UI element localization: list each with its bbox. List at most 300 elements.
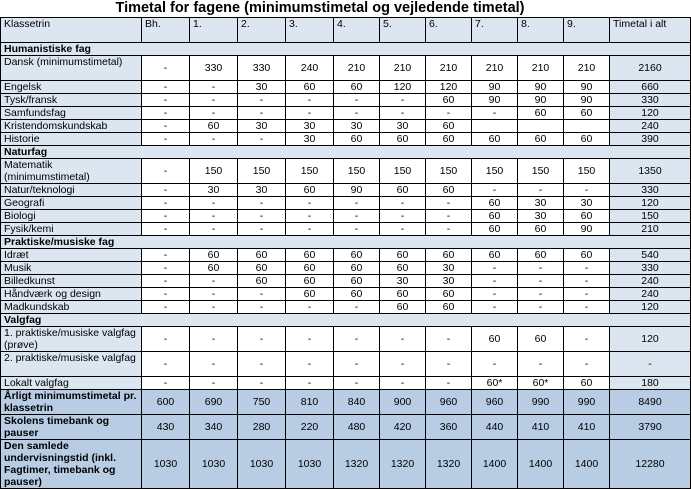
- value-cell: 150: [286, 159, 334, 184]
- value-cell: -: [190, 107, 238, 120]
- value-cell: -: [380, 94, 426, 107]
- value-cell: 60: [190, 249, 238, 262]
- value-cell: 60: [238, 249, 286, 262]
- value-cell: 60: [286, 275, 334, 288]
- timetable: [0, 17, 691, 489]
- subject-label: Lokalt valgfag: [1, 377, 142, 390]
- value-cell: -: [286, 223, 334, 236]
- table-row: [1, 81, 691, 94]
- summary-value-cell: 750: [238, 390, 286, 415]
- value-cell: -: [380, 107, 426, 120]
- subject-label: Matematik (minimumstimetal): [1, 159, 142, 184]
- table-row: [1, 223, 691, 236]
- value-cell: -: [426, 223, 472, 236]
- value-cell: 60: [238, 262, 286, 275]
- header-cell: Bh.: [142, 18, 190, 43]
- section-title: Praktiske/musiske fag: [1, 236, 691, 249]
- value-cell: 150: [334, 159, 380, 184]
- total-cell: 540: [610, 249, 691, 262]
- value-cell: -: [564, 275, 610, 288]
- value-cell: 60: [286, 184, 334, 197]
- value-cell: 30: [380, 275, 426, 288]
- value-cell: 60: [380, 133, 426, 146]
- total-cell: 120: [610, 107, 691, 120]
- value-cell: 60: [380, 249, 426, 262]
- value-cell: -: [518, 275, 564, 288]
- value-cell: 60: [190, 120, 238, 133]
- value-cell: 60: [334, 275, 380, 288]
- value-cell: -: [334, 94, 380, 107]
- header-cell: 8.: [518, 18, 564, 43]
- section-header-row: [1, 314, 691, 327]
- value-cell: 30: [286, 133, 334, 146]
- value-cell: 60: [380, 262, 426, 275]
- total-cell: 120: [610, 197, 691, 210]
- value-cell: -: [238, 352, 286, 377]
- value-cell: 30: [238, 120, 286, 133]
- summary-value-cell: 480: [334, 415, 380, 440]
- value-cell: -: [286, 377, 334, 390]
- value-cell: -: [472, 107, 518, 120]
- value-cell: -: [286, 210, 334, 223]
- value-cell: -: [334, 223, 380, 236]
- subject-label: 2. praktiske/musiske valgfag: [1, 352, 142, 377]
- table-row: [1, 288, 691, 301]
- subject-label: Natur/teknologi: [1, 184, 142, 197]
- summary-value-cell: 1030: [190, 440, 238, 489]
- summary-value-cell: 960: [472, 390, 518, 415]
- value-cell: -: [286, 107, 334, 120]
- value-cell: 30: [286, 120, 334, 133]
- header-cell: 3.: [286, 18, 334, 43]
- value-cell: 150: [472, 159, 518, 184]
- summary-label: Skolens timebank og pauser: [1, 415, 142, 440]
- section-header-row: [1, 236, 691, 249]
- summary-value-cell: 1320: [380, 440, 426, 489]
- value-cell: 60: [426, 301, 472, 314]
- value-cell: 60: [426, 120, 472, 133]
- value-cell: -: [238, 327, 286, 352]
- value-cell: 60: [334, 81, 380, 94]
- summary-value-cell: 1030: [238, 440, 286, 489]
- value-cell: 90: [564, 81, 610, 94]
- subject-label: Engelsk: [1, 81, 142, 94]
- summary-value-cell: 430: [142, 415, 190, 440]
- value-cell: -: [238, 94, 286, 107]
- value-cell: 60: [518, 249, 564, 262]
- summary-value-cell: 420: [380, 415, 426, 440]
- value-cell: -: [564, 327, 610, 352]
- value-cell: 60: [286, 81, 334, 94]
- value-cell: 60: [380, 184, 426, 197]
- table-row: [1, 197, 691, 210]
- summary-value-cell: 340: [190, 415, 238, 440]
- value-cell: -: [238, 223, 286, 236]
- value-cell: 30: [380, 120, 426, 133]
- header-cell: 6.: [426, 18, 472, 43]
- table-row: [1, 107, 691, 120]
- value-cell: -: [426, 210, 472, 223]
- value-cell: -: [564, 352, 610, 377]
- value-cell: -: [142, 223, 190, 236]
- value-cell: -: [380, 197, 426, 210]
- value-cell: -: [334, 301, 380, 314]
- total-cell: 330: [610, 262, 691, 275]
- subject-label: 1. praktiske/musiske valgfag (prøve): [1, 327, 142, 352]
- value-cell: 30: [426, 275, 472, 288]
- value-cell: 30: [518, 210, 564, 223]
- total-cell: -: [610, 352, 691, 377]
- value-cell: -: [286, 327, 334, 352]
- value-cell: 60: [472, 249, 518, 262]
- value-cell: 30: [238, 81, 286, 94]
- subject-label: Tysk/fransk: [1, 94, 142, 107]
- summary-value-cell: 990: [518, 390, 564, 415]
- value-cell: -: [190, 301, 238, 314]
- value-cell: -: [142, 262, 190, 275]
- value-cell: 60: [380, 301, 426, 314]
- value-cell: -: [190, 81, 238, 94]
- summary-value-cell: 1400: [564, 440, 610, 489]
- header-cell: 9.: [564, 18, 610, 43]
- value-cell: -: [142, 197, 190, 210]
- summary-value-cell: 220: [286, 415, 334, 440]
- value-cell: 60: [286, 262, 334, 275]
- section-title: Humanistiske fag: [1, 43, 691, 56]
- summary-label: Årligt minimumstimetal pr. klassetrin: [1, 390, 142, 415]
- value-cell: -: [286, 301, 334, 314]
- value-cell: 120: [380, 81, 426, 94]
- value-cell: 150: [518, 159, 564, 184]
- value-cell: -: [564, 288, 610, 301]
- value-cell: -: [142, 301, 190, 314]
- value-cell: 60: [426, 94, 472, 107]
- value-cell: 330: [238, 56, 286, 81]
- section-header-row: [1, 43, 691, 56]
- table-row: [1, 262, 691, 275]
- summary-value-cell: 690: [190, 390, 238, 415]
- value-cell: -: [472, 288, 518, 301]
- value-cell: 60: [380, 288, 426, 301]
- value-cell: 90: [518, 94, 564, 107]
- value-cell: 60: [334, 288, 380, 301]
- value-cell: 210: [564, 56, 610, 81]
- total-cell: 240: [610, 288, 691, 301]
- section-title: Naturfag: [1, 146, 691, 159]
- summary-value-cell: 410: [564, 415, 610, 440]
- subject-label: Kristendomskundskab: [1, 120, 142, 133]
- value-cell: 90: [334, 184, 380, 197]
- value-cell: 240: [286, 56, 334, 81]
- value-cell: 30: [426, 262, 472, 275]
- value-cell: 60: [286, 249, 334, 262]
- value-cell: -: [190, 377, 238, 390]
- value-cell: -: [380, 210, 426, 223]
- total-cell: 120: [610, 327, 691, 352]
- value-cell: 60: [472, 327, 518, 352]
- header-label-cell: Klassetrin: [1, 18, 142, 43]
- value-cell: -: [142, 81, 190, 94]
- summary-value-cell: 440: [472, 415, 518, 440]
- value-cell: 150: [190, 159, 238, 184]
- summary-value-cell: 900: [380, 390, 426, 415]
- table-row: [1, 301, 691, 314]
- header-cell: 7.: [472, 18, 518, 43]
- table-row: [1, 352, 691, 377]
- value-cell: -: [518, 288, 564, 301]
- value-cell: 150: [238, 159, 286, 184]
- total-cell: 1350: [610, 159, 691, 184]
- total-cell: 330: [610, 184, 691, 197]
- value-cell: 210: [334, 56, 380, 81]
- total-cell: 390: [610, 133, 691, 146]
- value-cell: -: [238, 107, 286, 120]
- summary-value-cell: 1400: [472, 440, 518, 489]
- value-cell: -: [142, 159, 190, 184]
- summary-value-cell: 840: [334, 390, 380, 415]
- value-cell: 60: [472, 223, 518, 236]
- value-cell: -: [238, 133, 286, 146]
- table-row: [1, 159, 691, 184]
- value-cell: -: [426, 377, 472, 390]
- table-row: [1, 327, 691, 352]
- value-cell: 30: [518, 197, 564, 210]
- total-cell: 150: [610, 210, 691, 223]
- value-cell: -: [472, 301, 518, 314]
- subject-label: Samfundsfag: [1, 107, 142, 120]
- table-row: [1, 275, 691, 288]
- value-cell: 60: [190, 262, 238, 275]
- value-cell: 90: [564, 94, 610, 107]
- table-row: [1, 184, 691, 197]
- table-row: [1, 377, 691, 390]
- summary-value-cell: 410: [518, 415, 564, 440]
- value-cell: -: [472, 275, 518, 288]
- value-cell: -: [238, 288, 286, 301]
- header-cell: Timetal i alt: [610, 18, 691, 43]
- value-cell: [518, 120, 564, 133]
- value-cell: -: [238, 301, 286, 314]
- value-cell: -: [518, 352, 564, 377]
- value-cell: 60: [238, 275, 286, 288]
- summary-row: [1, 415, 691, 440]
- value-cell: -: [380, 352, 426, 377]
- value-cell: 60: [334, 262, 380, 275]
- value-cell: [564, 120, 610, 133]
- value-cell: 150: [564, 159, 610, 184]
- subject-label: Dansk (minimumstimetal): [1, 56, 142, 81]
- table-row: [1, 133, 691, 146]
- value-cell: 210: [426, 56, 472, 81]
- value-cell: -: [380, 377, 426, 390]
- value-cell: 60: [518, 223, 564, 236]
- total-cell: 240: [610, 275, 691, 288]
- value-cell: 90: [472, 81, 518, 94]
- subject-label: Madkundskab: [1, 301, 142, 314]
- summary-value-cell: 1030: [142, 440, 190, 489]
- value-cell: -: [426, 352, 472, 377]
- total-cell: 2160: [610, 56, 691, 81]
- value-cell: [472, 120, 518, 133]
- summary-value-cell: 360: [426, 415, 472, 440]
- value-cell: 60: [518, 107, 564, 120]
- summary-row: [1, 440, 691, 489]
- value-cell: 120: [426, 81, 472, 94]
- summary-value-cell: 600: [142, 390, 190, 415]
- summary-total-cell: 12280: [610, 440, 691, 489]
- value-cell: -: [564, 262, 610, 275]
- value-cell: -: [564, 301, 610, 314]
- summary-value-cell: 1320: [334, 440, 380, 489]
- value-cell: -: [190, 275, 238, 288]
- table-row: [1, 210, 691, 223]
- value-cell: -: [426, 327, 472, 352]
- value-cell: 30: [334, 120, 380, 133]
- summary-value-cell: 960: [426, 390, 472, 415]
- value-cell: -: [472, 352, 518, 377]
- value-cell: 150: [380, 159, 426, 184]
- value-cell: -: [334, 107, 380, 120]
- table-row: [1, 249, 691, 262]
- summary-value-cell: 1400: [518, 440, 564, 489]
- subject-label: Musik: [1, 262, 142, 275]
- value-cell: 60*: [472, 377, 518, 390]
- summary-row: [1, 390, 691, 415]
- value-cell: 60: [564, 107, 610, 120]
- value-cell: 60: [564, 377, 610, 390]
- value-cell: 60: [426, 184, 472, 197]
- page-title: Timetal for fagene (minimumstimetal og vejledende timetal): [0, 0, 640, 17]
- value-cell: -: [190, 210, 238, 223]
- value-cell: -: [472, 262, 518, 275]
- value-cell: -: [380, 223, 426, 236]
- section-header-row: [1, 146, 691, 159]
- value-cell: -: [142, 94, 190, 107]
- value-cell: 330: [190, 56, 238, 81]
- value-cell: 30: [564, 197, 610, 210]
- value-cell: -: [238, 377, 286, 390]
- summary-value-cell: 1030: [286, 440, 334, 489]
- value-cell: 60: [472, 197, 518, 210]
- total-cell: 330: [610, 94, 691, 107]
- value-cell: -: [142, 288, 190, 301]
- value-cell: -: [142, 377, 190, 390]
- value-cell: 60: [426, 133, 472, 146]
- value-cell: -: [142, 133, 190, 146]
- value-cell: 60: [334, 133, 380, 146]
- value-cell: -: [190, 288, 238, 301]
- header-cell: 5.: [380, 18, 426, 43]
- value-cell: -: [142, 107, 190, 120]
- summary-total-cell: 3790: [610, 415, 691, 440]
- value-cell: -: [190, 327, 238, 352]
- value-cell: 60*: [518, 377, 564, 390]
- subject-label: Geografi: [1, 197, 142, 210]
- value-cell: -: [334, 327, 380, 352]
- value-cell: -: [380, 327, 426, 352]
- value-cell: -: [334, 197, 380, 210]
- header-row: [1, 18, 691, 43]
- header-cell: 1.: [190, 18, 238, 43]
- total-cell: 120: [610, 301, 691, 314]
- summary-label: Den samlede undervisningstid (inkl. Fagtimer, timebank og pauser): [1, 440, 142, 489]
- table-row: [1, 56, 691, 81]
- value-cell: -: [518, 262, 564, 275]
- summary-total-cell: 8490: [610, 390, 691, 415]
- value-cell: -: [238, 210, 286, 223]
- total-cell: 660: [610, 81, 691, 94]
- table-row: [1, 120, 691, 133]
- header-cell: 2.: [238, 18, 286, 43]
- value-cell: -: [190, 94, 238, 107]
- value-cell: -: [142, 249, 190, 262]
- value-cell: -: [190, 352, 238, 377]
- subject-label: Håndværk og design: [1, 288, 142, 301]
- summary-value-cell: 990: [564, 390, 610, 415]
- value-cell: 60: [564, 210, 610, 223]
- value-cell: -: [334, 377, 380, 390]
- value-cell: -: [518, 184, 564, 197]
- value-cell: 30: [190, 184, 238, 197]
- value-cell: 210: [518, 56, 564, 81]
- value-cell: -: [426, 197, 472, 210]
- value-cell: -: [334, 352, 380, 377]
- value-cell: -: [142, 275, 190, 288]
- value-cell: 60: [518, 327, 564, 352]
- header-cell: 4.: [334, 18, 380, 43]
- summary-value-cell: 280: [238, 415, 286, 440]
- value-cell: -: [190, 133, 238, 146]
- value-cell: -: [142, 352, 190, 377]
- value-cell: 60: [564, 249, 610, 262]
- value-cell: -: [238, 197, 286, 210]
- value-cell: 30: [238, 184, 286, 197]
- subject-label: Fysik/kemi: [1, 223, 142, 236]
- value-cell: -: [142, 327, 190, 352]
- value-cell: 60: [472, 210, 518, 223]
- value-cell: -: [142, 210, 190, 223]
- value-cell: 150: [426, 159, 472, 184]
- value-cell: 60: [426, 288, 472, 301]
- value-cell: 90: [518, 81, 564, 94]
- value-cell: 60: [472, 133, 518, 146]
- total-cell: 180: [610, 377, 691, 390]
- value-cell: -: [286, 352, 334, 377]
- value-cell: -: [426, 107, 472, 120]
- subject-label: Historie: [1, 133, 142, 146]
- subject-label: Billedkunst: [1, 275, 142, 288]
- value-cell: 60: [334, 249, 380, 262]
- value-cell: -: [142, 56, 190, 81]
- value-cell: 60: [426, 249, 472, 262]
- summary-value-cell: 810: [286, 390, 334, 415]
- table-row: [1, 94, 691, 107]
- value-cell: -: [472, 184, 518, 197]
- value-cell: -: [190, 197, 238, 210]
- total-cell: 210: [610, 223, 691, 236]
- value-cell: -: [142, 184, 190, 197]
- section-title: Valgfag: [1, 314, 691, 327]
- value-cell: 60: [286, 288, 334, 301]
- value-cell: 60: [518, 133, 564, 146]
- value-cell: -: [142, 120, 190, 133]
- value-cell: 210: [472, 56, 518, 81]
- summary-value-cell: 1320: [426, 440, 472, 489]
- value-cell: -: [334, 210, 380, 223]
- subject-label: Idræt: [1, 249, 142, 262]
- value-cell: -: [286, 94, 334, 107]
- value-cell: 210: [380, 56, 426, 81]
